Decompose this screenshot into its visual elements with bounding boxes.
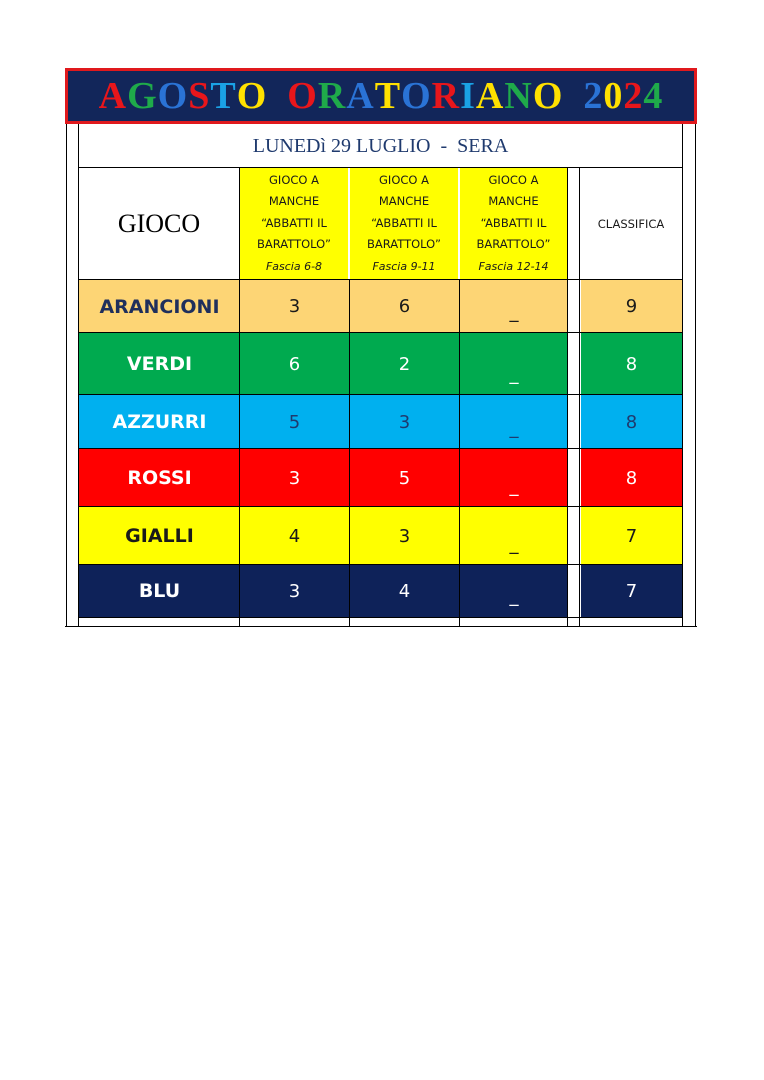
grid-line	[567, 167, 568, 626]
table-row	[79, 333, 682, 395]
score-cell: 3	[350, 395, 459, 449]
team-name: VERDI	[79, 333, 240, 395]
score-cell: 5	[350, 449, 459, 507]
title-letter: 2	[623, 75, 644, 117]
grid-line	[78, 448, 682, 449]
header-game-3	[460, 168, 567, 279]
table-row	[79, 449, 682, 507]
title-letter: N	[504, 75, 533, 117]
title-letter: G	[127, 75, 158, 117]
grid-line	[239, 167, 240, 626]
title-letter: A	[98, 75, 128, 117]
title-letter: O	[287, 75, 318, 117]
header-game-line: MANCHE	[268, 194, 320, 209]
grid-line	[78, 564, 682, 565]
grid-line	[78, 124, 79, 626]
team-name: ROSSI	[79, 449, 240, 507]
title-letter: O	[236, 75, 268, 117]
table-row	[79, 507, 682, 565]
title-letter: 2	[583, 75, 604, 117]
team-name: ARANCIONI	[79, 280, 240, 333]
title-letter: O	[401, 75, 432, 117]
header-classifica: CLASSIFICA	[597, 216, 665, 231]
table-row	[79, 395, 682, 449]
grid-line	[78, 332, 682, 333]
title-letter: R	[431, 75, 461, 117]
grid-line	[66, 124, 67, 626]
title-letter: S	[188, 75, 211, 117]
grid-line	[695, 124, 696, 626]
header-game-fascia: Fascia 12-14	[478, 259, 549, 273]
header-game-fascia: Fascia 9-11	[372, 259, 436, 273]
title-letter: O	[157, 75, 189, 117]
score-cell: 5	[240, 395, 349, 449]
grid-line	[78, 506, 682, 507]
classifica-cell: 7	[581, 507, 682, 565]
classifica-cell: 8	[581, 395, 682, 449]
title-letter: 0	[603, 75, 624, 117]
table-row	[79, 280, 682, 333]
title-letter: O	[532, 75, 564, 117]
score-cell: 3	[240, 565, 349, 617]
header-game-line: BARATTOLO”	[367, 237, 441, 252]
score-cell: 4	[240, 507, 349, 565]
score-cell: 2	[350, 333, 459, 395]
title-letter: T	[374, 75, 402, 117]
title-letter: A	[475, 75, 505, 117]
grid-line	[78, 394, 682, 395]
table-row	[79, 565, 682, 617]
header-game-2	[350, 168, 458, 279]
header-game-line: “ABBATTI IL	[261, 215, 327, 230]
score-cell: 6	[240, 333, 349, 395]
team-name: BLU	[79, 565, 240, 617]
header-game-line: GIOCO A	[269, 172, 319, 187]
title-banner	[65, 68, 697, 124]
score-cell: 3	[350, 507, 459, 565]
title-letter: A	[346, 75, 375, 117]
header-game-line: GIOCO A	[488, 172, 539, 187]
header-game-1	[240, 168, 348, 279]
subtitle: LUNEDì 29 LUGLIO - SERA	[252, 134, 509, 157]
header-game-line: “ABBATTI IL	[371, 215, 437, 230]
title-letter: 4	[643, 75, 664, 117]
grid-line	[78, 617, 682, 618]
header-game-line: BARATTOLO”	[476, 237, 551, 252]
classifica-cell: 8	[581, 449, 682, 507]
grid-line	[579, 167, 580, 626]
score-cell: 4	[350, 565, 459, 617]
grid-line	[65, 626, 697, 627]
score-cell: _	[460, 565, 568, 617]
grid-line	[78, 167, 682, 168]
score-cell: 3	[240, 280, 349, 333]
score-cell: _	[460, 280, 568, 333]
header-game-line: MANCHE	[378, 194, 430, 209]
team-name: AZZURRI	[79, 395, 240, 449]
header-game-line: “ABBATTI IL	[480, 215, 547, 230]
grid-line	[78, 279, 682, 280]
score-cell: _	[460, 507, 568, 565]
header-game-line: BARATTOLO”	[257, 237, 331, 252]
header-gioco: GIOCO	[117, 208, 201, 238]
score-cell: _	[460, 333, 568, 395]
score-cell: 3	[240, 449, 349, 507]
team-name: GIALLI	[79, 507, 240, 565]
score-cell: _	[460, 395, 568, 449]
classifica-cell: 7	[581, 565, 682, 617]
header-game-fascia: Fascia 6-8	[265, 259, 323, 273]
title-letter: R	[317, 75, 347, 117]
title-letter: T	[210, 75, 237, 117]
classifica-cell: 9	[581, 280, 682, 333]
header-game-line: MANCHE	[488, 194, 539, 209]
score-cell: _	[460, 449, 568, 507]
score-cell: 6	[350, 280, 459, 333]
classifica-cell: 8	[581, 333, 682, 395]
header-game-line: GIOCO A	[379, 172, 429, 187]
grid-line	[682, 124, 683, 626]
title-letter: I	[460, 75, 476, 117]
